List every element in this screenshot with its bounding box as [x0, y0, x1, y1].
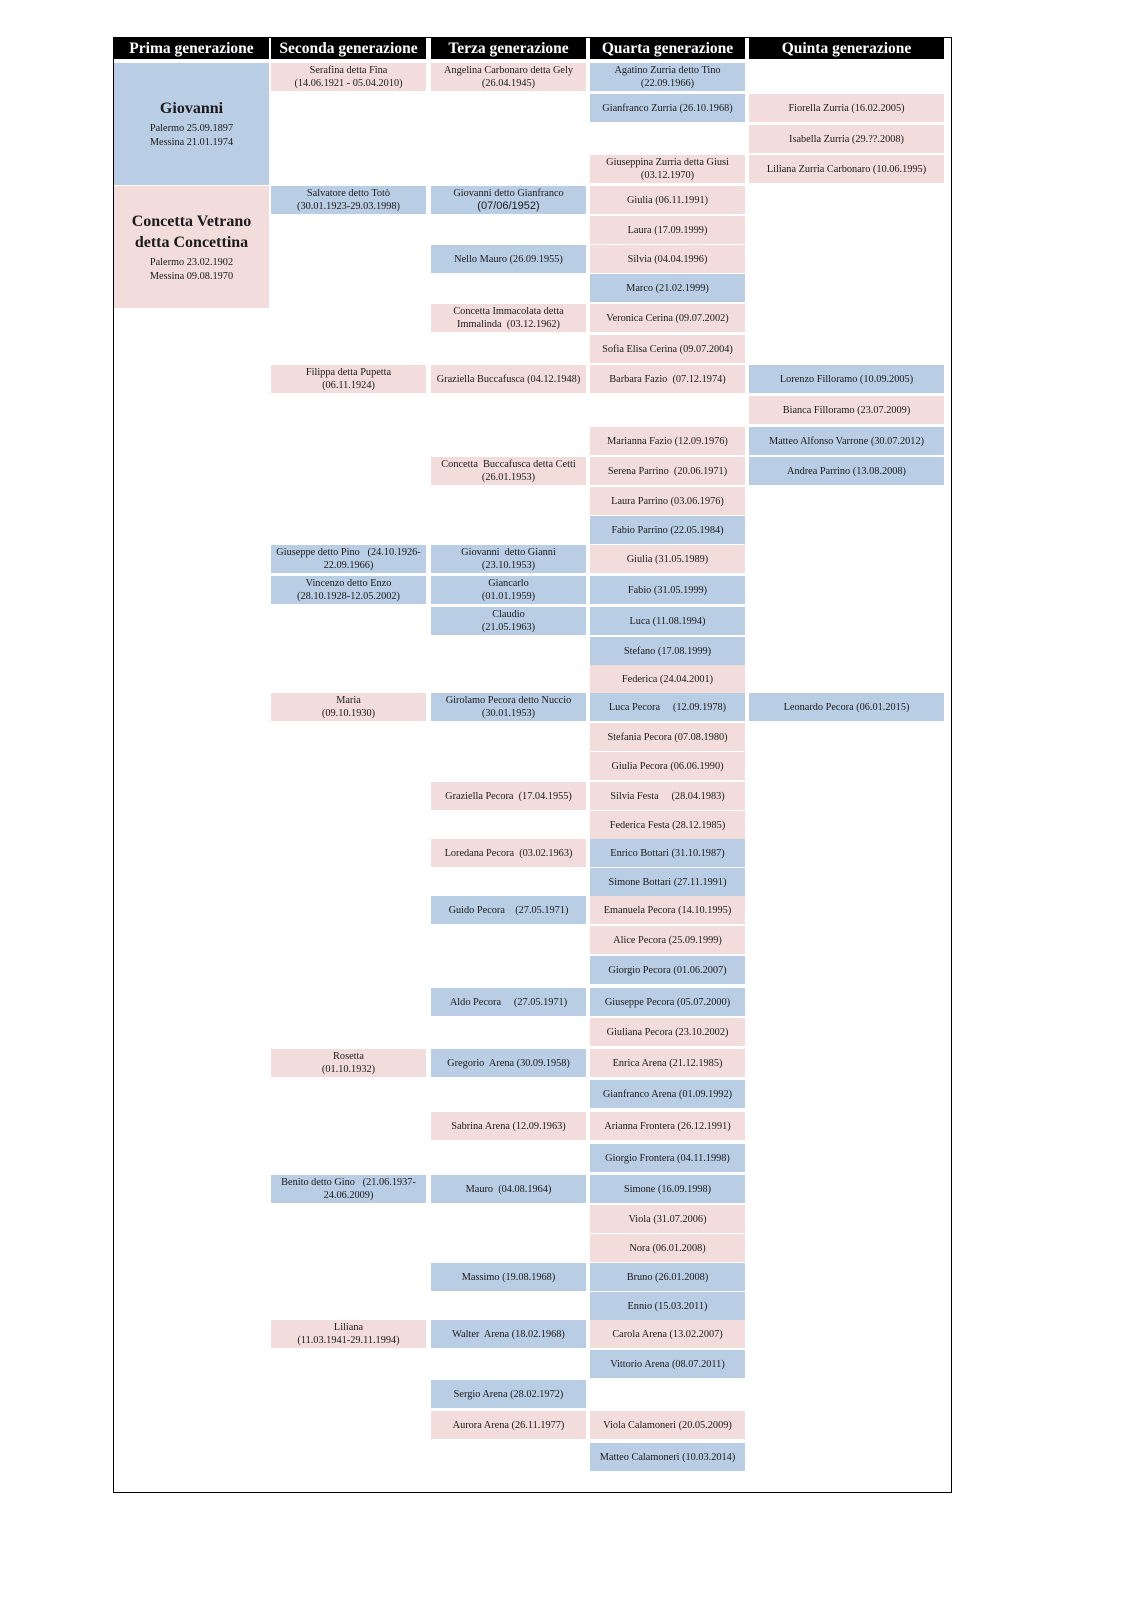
- person-text: (01.10.1932): [321, 1064, 376, 1075]
- person-text: Massimo (19.08.1968): [461, 1271, 556, 1283]
- person-card: [749, 457, 944, 485]
- person-text: Giorgio Frontera (04.11.1998): [605, 1152, 730, 1164]
- person-card: [431, 63, 586, 91]
- person-card: [271, 1320, 426, 1348]
- person-text: Carola Arena (13.02.2007): [612, 1328, 723, 1340]
- person-card: [590, 335, 745, 363]
- person-card: [431, 245, 586, 273]
- person-text: (11.03.1941-29.11.1994): [297, 1335, 400, 1346]
- founder-name: Concetta Vetrano: [131, 212, 252, 230]
- person-text: (09.10.1930): [321, 708, 376, 719]
- person-text: Simone (16.09.1998): [623, 1183, 712, 1195]
- person-text: Laura (17.09.1999): [627, 224, 708, 236]
- person-card: [271, 63, 426, 91]
- person-text: Bianca Filloramo (23.07.2009): [782, 404, 911, 416]
- person-text: (03.12.1970): [640, 170, 695, 181]
- person-text: Giulia (31.05.1989): [626, 553, 709, 565]
- person-card: [271, 545, 426, 573]
- person-text: Fiorella Zurria (16.02.2005): [788, 102, 905, 114]
- person-text: Sabrina Arena (12.09.1963): [451, 1120, 566, 1132]
- person-card: [590, 1292, 745, 1320]
- person-card: [590, 637, 745, 665]
- person-card: [431, 304, 586, 332]
- person-card: [590, 516, 745, 544]
- person-card: [590, 1350, 745, 1378]
- person-card: [590, 752, 745, 780]
- person-text: Giovanni detto Gianni: [461, 547, 556, 558]
- person-card: [590, 988, 745, 1016]
- person-card: [590, 1112, 745, 1140]
- person-text: Filippa detta Pupetta: [305, 367, 392, 378]
- person-text: Matteo Calamoneri (10.03.2014): [599, 1451, 736, 1463]
- person-card: [271, 576, 426, 604]
- person-card: [590, 926, 745, 954]
- person-card: [590, 782, 745, 810]
- generation-header: Quinta generazione: [749, 38, 944, 59]
- person-text: Claudio: [492, 609, 525, 620]
- person-card: [431, 457, 586, 485]
- person-card: [749, 365, 944, 393]
- person-card: [590, 1443, 745, 1471]
- person-text: Silvia (04.04.1996): [627, 253, 708, 265]
- person-card: [590, 63, 745, 91]
- person-card: [431, 186, 586, 214]
- person-card: [271, 693, 426, 721]
- person-text: Salvatore detto Totò: [306, 188, 391, 199]
- person-text: (23.10.1953): [481, 560, 536, 571]
- person-text: Guido Pecora (27.05.1971): [448, 904, 569, 916]
- person-text: Marianna Fazio (12.09.1976): [607, 435, 728, 447]
- person-text: Emanuela Pecora (14.10.1995): [603, 904, 732, 916]
- generation-header: Seconda generazione: [271, 38, 426, 59]
- person-text: Luca (11.08.1994): [629, 615, 706, 627]
- person-card: [749, 155, 944, 183]
- person-card: [431, 988, 586, 1016]
- person-text: Benito detto Gino (21.06.1937-: [281, 1177, 416, 1188]
- person-text: Sergio Arena (28.02.1972): [453, 1388, 564, 1400]
- person-text: Gianfranco Arena (01.09.1992): [602, 1088, 733, 1100]
- person-text: Enrica Arena (21.12.1985): [612, 1057, 723, 1069]
- person-text: Concetta Buccafusca detta Cetti: [441, 459, 576, 470]
- person-text: (06.11.1924): [322, 380, 375, 391]
- person-text: Fabio Parrino (22.05.1984): [611, 524, 724, 536]
- person-card: [431, 1411, 586, 1439]
- person-text: (21.05.1963): [481, 622, 536, 633]
- person-card: [431, 1175, 586, 1203]
- person-card: [590, 1018, 745, 1046]
- person-card: [590, 487, 745, 515]
- person-text: Viola (31.07.2006): [628, 1213, 707, 1225]
- person-text: Maria: [336, 695, 361, 706]
- person-text: Simone Bottari (27.11.1991): [608, 876, 727, 888]
- person-card: [431, 1049, 586, 1077]
- person-card: [590, 545, 745, 573]
- person-text: Serena Parrino (20.06.1971): [607, 465, 728, 477]
- person-card: [431, 365, 586, 393]
- person-card: [271, 365, 426, 393]
- person-text: (07/06/1952): [477, 200, 540, 212]
- person-text: Stefania Pecora (07.08.1980): [607, 731, 728, 743]
- person-text: Giuliana Pecora (23.10.2002): [606, 1026, 729, 1038]
- person-text: Aurora Arena (26.11.1977): [452, 1419, 565, 1431]
- person-text: Giuseppina Zurria detta Giusi: [606, 157, 729, 168]
- person-card: [431, 1112, 586, 1140]
- person-card: [590, 693, 745, 721]
- person-text: Gregorio Arena (30.09.1958): [447, 1057, 570, 1069]
- person-card: [590, 723, 745, 751]
- person-card: [431, 545, 586, 573]
- person-text: (22.09.1966): [640, 78, 695, 89]
- person-text: Walter Arena (18.02.1968): [452, 1328, 565, 1340]
- person-card: [590, 1049, 745, 1077]
- person-card: [590, 1263, 745, 1291]
- person-text: Federica Festa (28.12.1985): [609, 819, 726, 831]
- person-card: [590, 956, 745, 984]
- person-card: [590, 1411, 745, 1439]
- person-card: [590, 1175, 745, 1203]
- person-card: [590, 216, 745, 244]
- person-card: [590, 365, 745, 393]
- person-text: Giulia Pecora (06.06.1990): [611, 760, 724, 772]
- person-text: Giuseppe Pecora (05.07.2000): [604, 996, 731, 1008]
- person-card: [431, 693, 586, 721]
- person-card: [431, 1263, 586, 1291]
- person-text: Aldo Pecora (27.05.1971): [449, 996, 568, 1008]
- person-text: Nello Mauro (26.09.1955): [454, 253, 563, 265]
- person-card: [590, 868, 745, 896]
- person-card: [590, 457, 745, 485]
- person-card: [590, 896, 745, 924]
- generation-header: Quarta generazione: [590, 38, 745, 59]
- person-text: (01.01.1959): [481, 591, 536, 602]
- person-text: Bruno (26.01.2008): [626, 1271, 709, 1283]
- person-text: Ennio (15.03.2011): [627, 1300, 708, 1312]
- person-card: [590, 1080, 745, 1108]
- person-text: Federica (24.04.2001): [621, 673, 714, 685]
- person-card: [590, 186, 745, 214]
- person-text: 24.06.2009): [323, 1190, 374, 1201]
- person-text: Vittorio Arena (08.07.2011): [610, 1358, 725, 1370]
- person-text: Agatino Zurria detto Tino: [614, 65, 721, 76]
- person-text: Arianna Frontera (26.12.1991): [604, 1120, 731, 1132]
- person-card: [431, 1320, 586, 1348]
- founder-life-dates: Palermo 23.02.1902: [149, 256, 234, 268]
- person-card: [590, 665, 745, 693]
- person-text: Silvia Festa (28.04.1983): [610, 790, 725, 802]
- person-text: (26.01.1953): [481, 472, 536, 483]
- person-card: [590, 94, 745, 122]
- family-tree-table: [113, 37, 952, 1493]
- person-text: Immalinda (03.12.1962): [457, 319, 560, 330]
- founder-life-dates: Messina 21.01.1974: [149, 137, 234, 148]
- person-text: Girolamo Pecora detto Nuccio: [445, 695, 572, 706]
- person-text: Matteo Alfonso Varrone (30.07.2012): [768, 435, 925, 447]
- person-text: Rosetta: [333, 1051, 364, 1062]
- person-card: [431, 576, 586, 604]
- person-card: [590, 427, 745, 455]
- person-card: [431, 607, 586, 635]
- person-text: Enrico Bottari (31.10.1987): [610, 847, 725, 859]
- person-card: [749, 693, 944, 721]
- person-card: [590, 576, 745, 604]
- person-text: Concetta Immacolata detta: [453, 306, 564, 317]
- person-card: [590, 274, 745, 302]
- person-card: [590, 1144, 745, 1172]
- person-card: [590, 1320, 745, 1348]
- person-text: Lorenzo Filloramo (10.09.2005): [779, 373, 914, 385]
- person-text: (28.10.1928-12.05.2002): [297, 591, 400, 602]
- person-text: (26.04.1945): [481, 78, 536, 89]
- person-text: Giorgio Pecora (01.06.2007): [608, 964, 727, 976]
- person-card: [590, 155, 745, 183]
- person-text: (30.01.1923-29.03.1998): [297, 201, 400, 212]
- person-text: Fabio (31.05.1999): [627, 584, 708, 596]
- person-text: Veronica Cerina (09.07.2002): [606, 312, 729, 324]
- founder-life-dates: Palermo 25.09.1897: [149, 123, 234, 134]
- person-text: Graziella Pecora (17.04.1955): [445, 790, 572, 802]
- person-card: [271, 1049, 426, 1077]
- person-text: Andrea Parrino (13.08.2008): [787, 465, 906, 477]
- person-text: Giancarlo: [488, 578, 529, 589]
- generation-header: Prima generazione: [114, 38, 269, 59]
- person-text: Alice Pecora (25.09.1999): [613, 934, 722, 946]
- person-card: [749, 94, 944, 122]
- person-text: Liliana: [333, 1322, 364, 1333]
- person-text: (14.06.1921 - 05.04.2010): [294, 78, 403, 89]
- person-text: Marco (21.02.1999): [626, 282, 709, 294]
- person-card: [431, 1380, 586, 1408]
- person-text: Liliana Zurria Carbonaro (10.06.1995): [766, 163, 927, 175]
- founder-name: Giovanni: [159, 100, 224, 117]
- person-text: Sofia Elisa Cerina (09.07.2004): [602, 343, 733, 355]
- person-card: [590, 1234, 745, 1262]
- person-text: 22.09.1966): [323, 560, 374, 571]
- person-text: Viola Calamoneri (20.05.2009): [603, 1419, 732, 1431]
- person-card: [271, 1175, 426, 1203]
- person-text: Loredana Pecora (03.02.1963): [444, 847, 573, 859]
- person-text: Gianfranco Zurria (26.10.1968): [602, 102, 733, 114]
- person-card: [431, 896, 586, 924]
- person-text: Vincenzo detto Enzo: [305, 578, 392, 589]
- person-text: (30.01.1953): [481, 708, 536, 719]
- person-card: [590, 245, 745, 273]
- person-card: [749, 427, 944, 455]
- person-card: [749, 396, 944, 424]
- person-text: Nora (06.01.2008): [629, 1242, 706, 1254]
- person-card: [590, 811, 745, 839]
- person-card: [749, 125, 944, 153]
- person-text: Mauro (04.08.1964): [465, 1183, 552, 1195]
- person-text: Laura Parrino (03.06.1976): [611, 495, 724, 507]
- person-card: [590, 1205, 745, 1233]
- founder-name: detta Concettina: [134, 233, 249, 251]
- person-text: Leonardo Pecora (06.01.2015): [783, 701, 910, 713]
- person-text: Isabella Zurria (29.??.2008): [789, 133, 904, 145]
- founder-card: [114, 186, 269, 308]
- person-card: [590, 304, 745, 332]
- person-card: [431, 782, 586, 810]
- person-card: [590, 839, 745, 867]
- person-text: Serafina detta Fina: [309, 65, 388, 76]
- person-card: [431, 839, 586, 867]
- person-text: Giuseppe detto Pino (24.10.1926-: [276, 547, 421, 558]
- person-text: Stefano (17.08.1999): [623, 645, 712, 657]
- person-text: Barbara Fazio (07.12.1974): [609, 373, 726, 385]
- person-text: Giovanni detto Gianfranco: [453, 188, 564, 199]
- founder-card: [114, 63, 269, 185]
- founder-life-dates: Messina 09.08.1970: [149, 270, 234, 282]
- person-text: Luca Pecora (12.09.1978): [608, 701, 727, 713]
- person-card: [271, 186, 426, 214]
- generation-header: Terza generazione: [431, 38, 586, 59]
- person-card: [590, 607, 745, 635]
- person-text: Angelina Carbonaro detta Gely: [444, 65, 573, 76]
- person-text: Graziella Buccafusca (04.12.1948): [436, 373, 581, 385]
- person-text: Giulia (06.11.1991): [626, 194, 709, 206]
